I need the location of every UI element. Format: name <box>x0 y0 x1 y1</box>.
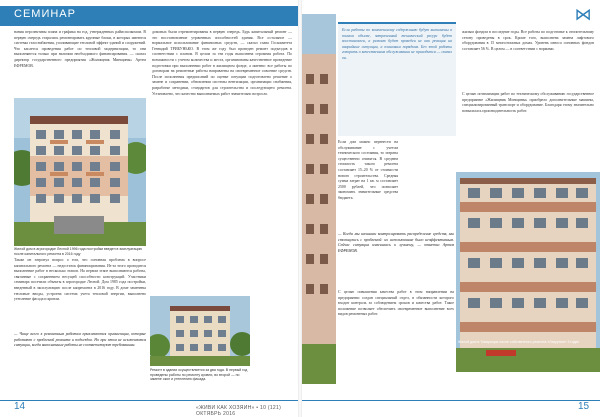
photo-caption-right: Жилой дом в Товарищах после собственного ремонта «Лазурное» 3 года» <box>458 340 580 344</box>
photo-caption-left: Жилой дом в агрогородке Лесной 1996 года постройки введен в эксплуатацию после капитального ремонта в 2016 году <box>14 247 143 256</box>
section-header <box>0 6 300 26</box>
right-page <box>302 0 600 417</box>
right-col3-top-text: жилым фондом в последние годы. Все работы по подготовке к отопительному сезону проведены в срок. Кроме того, выполнена замена лифтового оборудования в 15 многоэтажных домах. Уровень износа основных фондов составляет 56 %. В целом — в соответствии с нормами. <box>462 30 594 51</box>
left-col1-italic-quote: — Чаще всего к ремонтным работам привлекаются организации, которые работают с проблемой ремонта и подъездов. Но при этом не исключаются ситуации, когда выполненные работы не соответствуют требованиям. <box>14 332 146 348</box>
right-col1-text: Если дом можно перенести на обслуживание с учетом технического состояния, то затраты существенно снизятся. В среднем стоимость такого ремонта составляет 15–20 % от стоимости нового строительства. Средняя сумма затрат на 1 кв. м составляет 2500 рублей, что позволяет экономить значительные средства бюджета. <box>338 140 398 200</box>
footer-rule-left <box>0 400 298 401</box>
right-col1-italic-quote: — Когда мы начинали контролировать распределение средств, мы столкнулись с проблемой: их использование было неэффективным. Сейчас ситуация изменилась к лучшему, — отметил Артем ЕФРЕМОВ. <box>338 232 454 253</box>
left-col1-bottom-text: Также он затронул вопрос о том, что основная проблема в вопросе капитального ремонта — недостаток финансирования. Из-за этого проводится выполнение работ в несколько этапов. На первом этапе выполняются работы, связанные с сохранением несущей способности конструкций. Участники семинара посетили объекты в агрогородке Лесной. Дом 1985 года постройки, введенный в эксплуатацию после капремонта в 2016 году. В доме заменены тепловые вводы, устроена система учета тепловой энергии, выполнено утепление фасада и кровли. <box>14 258 146 302</box>
footer-rule-right <box>302 400 600 401</box>
right-col3-middle-text: С целью оптимизации работ по техническому обслуживанию государственное предприятие «Жилищник Минщины» приобрело дополнительные машины, специализированный транспорт и оборудование. Благодаря этому значительно повысилась производительность работ. <box>462 92 594 113</box>
footer-title-left: «ЖИВИ КАК ХОЗЯИН» • 10 (121) ОКТЯБРЬ 2016 <box>196 405 282 417</box>
section-title: СЕМИНАР <box>14 8 76 20</box>
building-photo-small <box>150 296 250 366</box>
magazine-logo-icon: ⋈ <box>574 5 592 25</box>
tall-building-photo-strip <box>302 14 336 384</box>
left-col2-text: домовых были отремонтированы в первую очередь. Будь капитальный ремонт — это восстановление утраченных способностей здания. Все остальное — нормальное использование финансовых средств, — сказал глава Госкомитета Геннадий ТРИБУНЬКО. В этом же году был проведен ремонт подъездов в соответствии с планом. В целом за эти годы выполнена огромная работа. По возможности с учетом количества и места, организованы качественное проведение подготовки при выполнении работ в жилищном фонде, а именно: все работы по договорам на ремонтные работы направлены на своевременное освоение средств. После исполнения предписаний по оценке ситуации подготовлено решение о замене и сохранении, обновлении системы вентиляции, организации снабжения, разработке методики, стандартов для строительства и последующего ремонта. Установлено, что качество выполняемых работ значительно возросло. <box>152 30 292 96</box>
building-photo-left <box>14 98 146 246</box>
page-number-right: 15 <box>578 401 590 412</box>
left-col1-top-text: нания перспективы плана и графика на год, утвержденных райисполкомом. В первую очередь старались ремонтировать крупные блоки, в которых имеются системы газоснабжения, усиливающие тепловой эффект зданий и сооружений. Что касается проведения работ по тепловой модернизации, то они выполняются только при наличии необходимого финансирования. — сказал директор государственного предприятия «Жилищник Минщины» Артем ЕФРЕМОВ. <box>14 30 146 68</box>
callout-text: Если работы по комплексному содержанию будут выполнены в полном объеме, затраченный технический ресурс будет восстановлен, а ремонт будет проведен не как реакция на аварийные ситуации, а плановым порядком. Без этой работы говорить о качественном обслуживании не приходится — сказал он. <box>342 28 452 60</box>
left-page <box>0 0 298 417</box>
right-col1-bottom-text: С целью повышения качества работ в этом направлении на предприятии создан специальный отдел, в обязанности которого входит контроль за соблюдением сроков и качества работ. Такое положение позволяет обеспечить своевременное выполнение всех видов ремонтных работ. <box>338 290 454 317</box>
page-number-left: 14 <box>14 401 26 412</box>
callout-box <box>338 22 456 136</box>
photo-caption-small: Ремонт в здании осуществляется за два года. В первый год проведены работы по ремонту кровли, во второй — по замене окон и утеплению фасада. <box>150 368 248 382</box>
